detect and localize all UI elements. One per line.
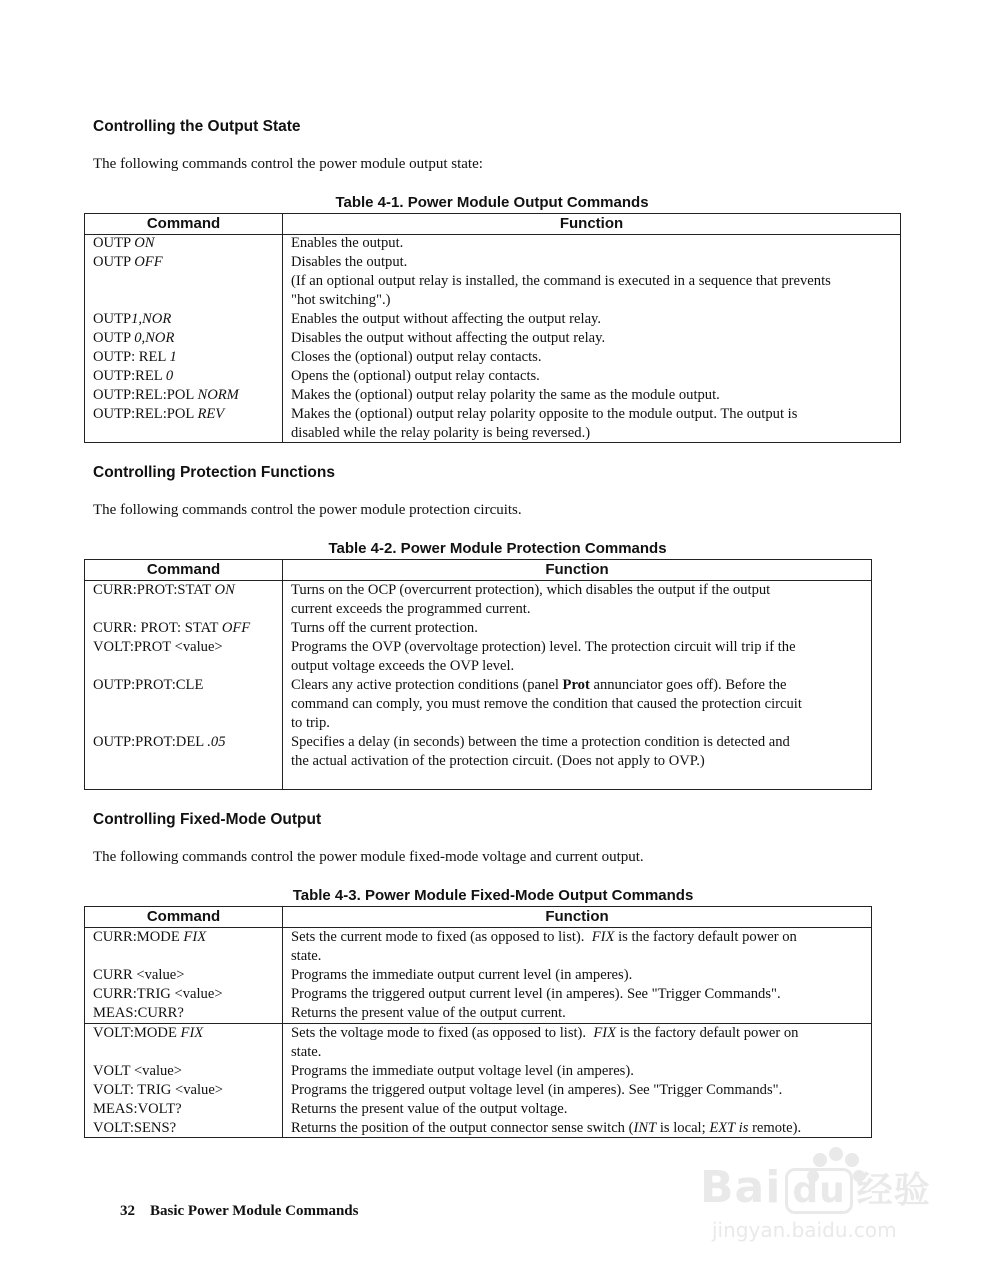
table-4-2 xyxy=(84,559,872,790)
col-header-command: Command xyxy=(146,561,221,578)
table-row: CURR <value> xyxy=(93,967,185,983)
table-row: OUTP:REL:POL REV xyxy=(93,406,225,422)
table-row: VOLT: TRIG <value> xyxy=(93,1082,224,1098)
table-cell: Returns the present value of the output voltage. xyxy=(291,1101,568,1117)
table-caption-4-2: Table 4-2. Power Module Protection Commands xyxy=(328,540,667,557)
col-header-command: Command xyxy=(146,215,221,232)
table-cell: Specifies a delay (in seconds) between the time a protection condition is detected and xyxy=(291,734,790,750)
footer-title: Basic Power Module Commands xyxy=(150,1203,359,1219)
table-cell: to trip. xyxy=(291,715,330,731)
table-cell: "hot switching".) xyxy=(291,292,391,308)
col-header-function: Function xyxy=(545,561,609,578)
table-row: CURR: PROT: STAT OFF xyxy=(93,620,251,636)
section-heading-protection: Controlling Protection Functions xyxy=(93,464,335,481)
table-row: VOLT:SENS? xyxy=(93,1120,177,1136)
page-footer xyxy=(120,1203,358,1220)
table-cell: Programs the immediate output current level (in amperes). xyxy=(291,967,633,983)
table-cell: Enables the output. xyxy=(291,235,404,251)
table-cell: state. xyxy=(291,948,322,964)
section-intro-protection: The following commands control the power module protection circuits. xyxy=(93,502,522,518)
section-intro-fixed: The following commands control the power module fixed-mode voltage and current output. xyxy=(93,849,644,865)
table-row: OUTP:PROT:CLE xyxy=(93,677,204,693)
table-row: OUTP 0,NOR xyxy=(93,330,175,346)
table-row: VOLT:MODE FIX xyxy=(93,1025,204,1041)
watermark-cn: 经验 xyxy=(856,1170,931,1211)
table-cell: Disables the output. xyxy=(291,254,408,270)
table-row: OUTP:PROT:DEL .05 xyxy=(93,734,226,750)
table-row: CURR:MODE FIX xyxy=(93,929,207,945)
table-cell: Turns off the current protection. xyxy=(291,620,478,636)
section-intro-output: The following commands control the power module output state: xyxy=(93,156,483,172)
table-row: OUTP:REL:POL NORM xyxy=(93,387,239,403)
col-header-function: Function xyxy=(559,215,624,232)
table-row: VOLT <value> xyxy=(93,1063,183,1079)
col-header-function: Function xyxy=(545,908,609,925)
table-cell: Programs the immediate output voltage level (in amperes). xyxy=(291,1063,634,1079)
table-row: OUTP1,NOR xyxy=(93,311,172,327)
table-row: VOLT:PROT <value> xyxy=(93,639,223,655)
table-cell: Makes the (optional) output relay polarity opposite to the module output. The output is xyxy=(291,406,798,422)
table-cell: Opens the (optional) output relay contacts. xyxy=(291,368,540,384)
table-cell: Programs the triggered output voltage level (in amperes). See "Trigger Commands". xyxy=(291,1082,783,1098)
table-cell: state. xyxy=(291,1044,322,1060)
table-4-1 xyxy=(84,213,901,443)
col-header-command: Command xyxy=(146,908,221,925)
table-cell: Makes the (optional) output relay polarity the same as the module output. xyxy=(291,387,720,403)
table-row: CURR:TRIG <value> xyxy=(93,986,223,1002)
table-caption-4-1: Table 4-1. Power Module Output Commands xyxy=(335,194,649,211)
section-heading-fixed: Controlling Fixed-Mode Output xyxy=(93,811,322,828)
table-cell: Programs the OVP (overvoltage protection) level. The protection circuit will trip if the xyxy=(291,639,796,655)
table-cell: output voltage exceeds the OVP level. xyxy=(291,658,515,674)
table-row: OUTP ON xyxy=(93,235,155,251)
table-row: CURR:PROT:STAT ON xyxy=(93,582,235,598)
table-cell: Returns the present value of the output current. xyxy=(291,1005,566,1021)
watermark-brand: Bai xyxy=(700,1162,782,1213)
table-caption-4-3: Table 4-3. Power Module Fixed-Mode Output Commands xyxy=(292,887,694,904)
table-cell: Clears any active protection conditions (panel Prot annunciator goes off). Before the xyxy=(291,677,787,693)
table-cell: Sets the current mode to fixed (as opposed to list). FIX is the factory default power on xyxy=(291,929,797,945)
table-row: OUTP OFF xyxy=(93,254,163,270)
table-cell: Disables the output without affecting the output relay. xyxy=(291,330,606,346)
table-cell: current exceeds the programmed current. xyxy=(291,601,531,617)
table-row: MEAS:CURR? xyxy=(93,1005,184,1021)
table-cell: Closes the (optional) output relay contacts. xyxy=(291,349,542,365)
table-cell: the actual activation of the protection circuit. (Does not apply to OVP.) xyxy=(291,753,705,769)
page-number: 32 xyxy=(120,1203,135,1219)
table-cell: Sets the voltage mode to fixed (as opposed to list). FIX is the factory default power on xyxy=(291,1025,799,1041)
baidu-watermark xyxy=(700,1138,940,1248)
table-row: MEAS:VOLT? xyxy=(93,1101,182,1117)
watermark-url: jingyan.baidu.com xyxy=(712,1218,897,1242)
table-row: OUTP: REL 1 xyxy=(93,349,177,365)
section-heading-output: Controlling the Output State xyxy=(93,118,301,135)
table-4-3 xyxy=(84,906,872,1138)
table-cell: Enables the output without affecting the output relay. xyxy=(291,311,602,327)
table-cell: (If an optional output relay is installed, the command is executed in a sequence that prevents xyxy=(291,273,831,289)
table-cell: Returns the position of the output connector sense switch (INT is local; EXT is remote). xyxy=(291,1120,802,1136)
table-cell: Programs the triggered output current level (in amperes). See "Trigger Commands". xyxy=(291,986,781,1002)
table-row: OUTP:REL 0 xyxy=(93,368,174,384)
table-cell: disabled while the relay polarity is being reversed.) xyxy=(291,425,591,441)
watermark-brand-box: du xyxy=(785,1168,852,1214)
table-cell: command can comply, you must remove the condition that caused the protection circuit xyxy=(291,696,802,712)
table-cell: Turns on the OCP (overcurrent protection), which disables the output if the output xyxy=(291,582,771,598)
